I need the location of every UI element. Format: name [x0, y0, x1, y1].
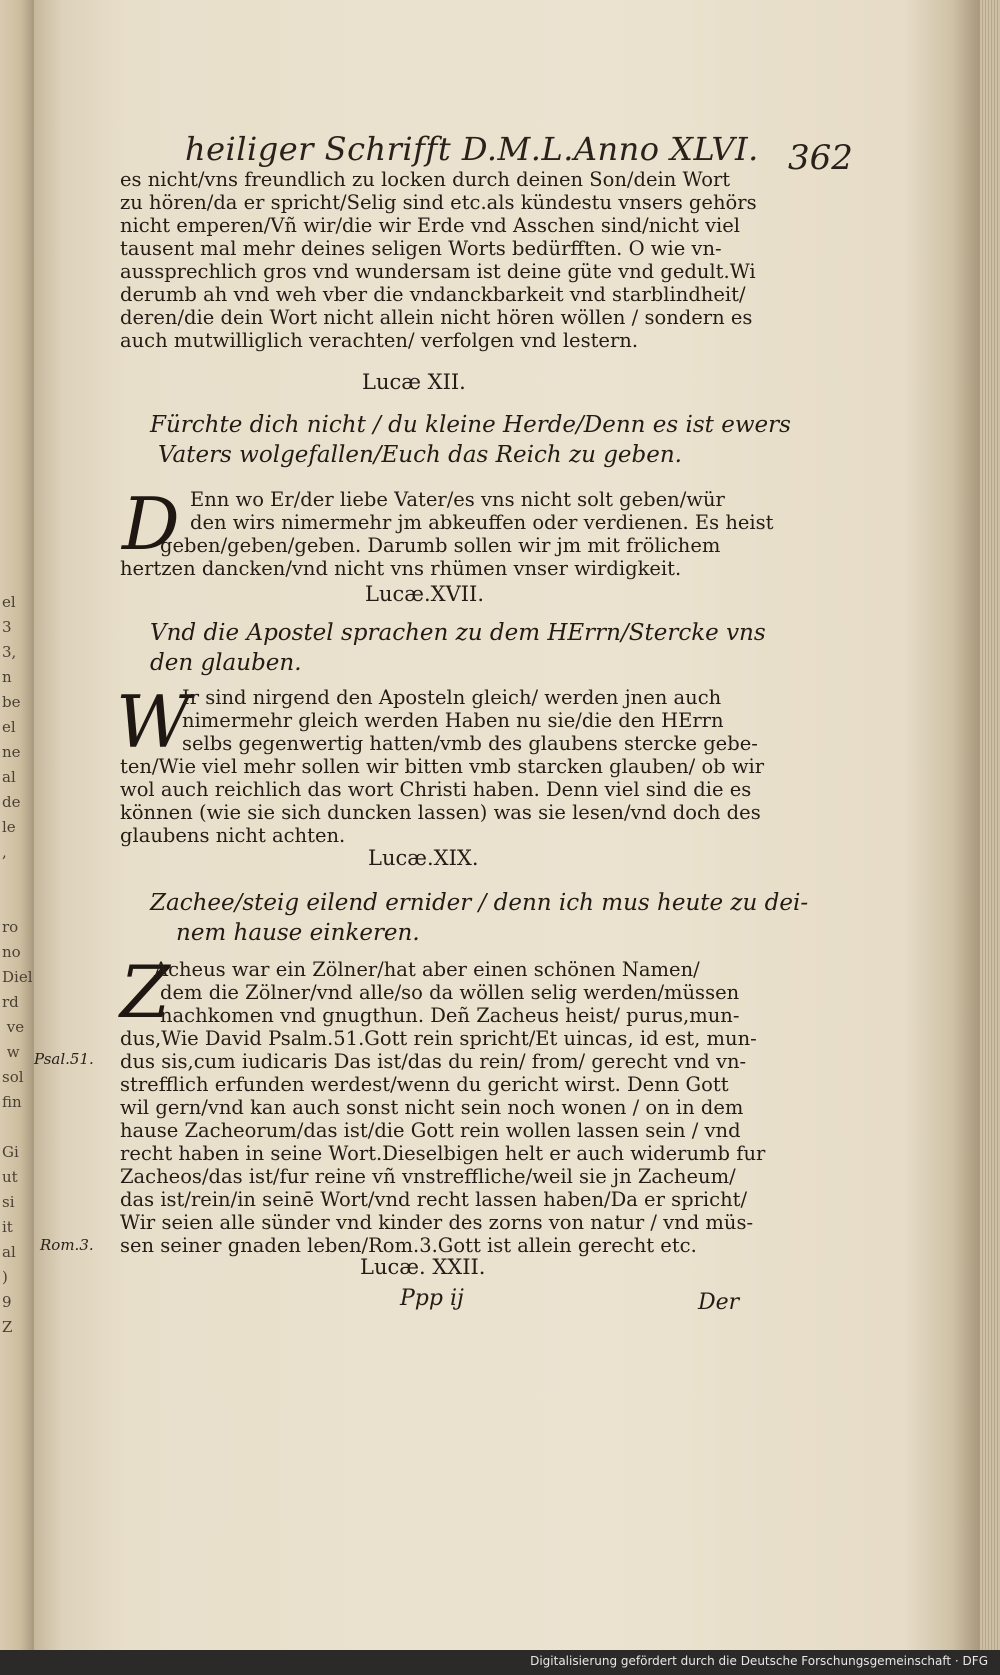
text-line: auch mutwilliglich verachten/ verfolgen vnd lestern. — [120, 329, 639, 352]
text-line: nicht emperen/Vñ wir/die wir Erde vnd Asschen sind/nicht viel — [120, 214, 741, 237]
margin-note: Rom.3. — [40, 1236, 94, 1254]
section-heading: Lucæ.XIX. — [368, 846, 479, 870]
drop-initial: W — [116, 680, 191, 764]
section-heading: Lucæ XII. — [362, 370, 466, 394]
verse-line: Vnd die Apostel sprachen zu dem HErrn/Stercke vns — [150, 620, 766, 646]
page-edges — [980, 0, 1000, 1650]
text-line: dus,Wie David Psalm.51.Gott rein spricht/Et uincas, id est, mun- — [120, 1027, 757, 1050]
paragraph-continuation — [120, 168, 757, 352]
section-heading: Lucæ. XXII. — [360, 1255, 486, 1279]
text-line: dem die Zölner/vnd alle/so da wöllen selig werden/müssen — [160, 981, 740, 1004]
verse-line: den glauben. — [150, 650, 302, 676]
spine-fragments: el 3 3, n be el ne al de le , ro no Diel rd ve w sol fin Gi ut si it al ) 9 Z — [2, 593, 33, 1336]
text-line: dus sis,cum iudicaris Das ist/das du rein/ from/ gerecht vnd vn- — [120, 1050, 747, 1073]
text-line: hertzen dancken/vnd nicht vns rhümen vnser wirdigkeit. — [120, 557, 682, 580]
verse-line: nem hause einkeren. — [176, 920, 420, 946]
attribution-text: Digitalisierung gefördert durch die Deutsche Forschungsgemeinschaft · DFG — [530, 1654, 988, 1668]
text-line: derumb ah vnd weh vber die vndanckbarkeit vnd starblindheit/ — [120, 283, 746, 306]
catchword: Der — [698, 1290, 740, 1315]
text-line: Ir sind nirgend den Aposteln gleich/ werden jnen auch — [182, 686, 722, 709]
text-line: recht haben in seine Wort.Dieselbigen helt er auch widerumb fur — [120, 1142, 766, 1165]
text-line: Enn wo Er/der liebe Vater/es vns nicht solt geben/wür — [190, 488, 725, 511]
text-line: tausent mal mehr deines seligen Worts bedürfften. O wie vn- — [120, 237, 722, 260]
text-line: strefflich erfunden werdest/wenn du gericht wirst. Denn Gott — [120, 1073, 729, 1096]
text-line: wol auch reichlich das wort Christi haben. Denn viel sind die es — [120, 778, 752, 801]
commentary-paragraph — [120, 488, 774, 580]
verse-line: Vaters wolgefallen/Euch das Reich zu geben. — [158, 442, 682, 468]
text-line: glaubens nicht achten. — [120, 824, 346, 847]
text-line: es nicht/vns freundlich zu locken durch deinen Son/dein Wort — [120, 168, 731, 191]
drop-initial: D — [122, 482, 180, 566]
drop-initial: Z — [120, 950, 171, 1034]
text-line: selbs gegenwertig hatten/vmb des glaubens stercke gebe- — [182, 732, 758, 755]
text-line: können (wie sie sich duncken lassen) was sie lesen/vnd doch des — [120, 801, 761, 824]
text-line: den wirs nimermehr jm abkeuffen oder verdienen. Es heist — [190, 511, 774, 534]
attribution-bar — [0, 1650, 1000, 1675]
text-line: wil gern/vnd kan auch sonst nicht sein noch wonen / on in dem — [120, 1096, 744, 1119]
verse-line: Zachee/steig eilend ernider / denn ich mus heute zu dei- — [150, 890, 809, 916]
verse-line: Fürchte dich nicht / du kleine Herde/Denn es ist ewers — [150, 412, 791, 438]
text-line: aussprechlich gros vnd wundersam ist deine güte vnd gedult.Wi — [120, 260, 756, 283]
verse-quote — [150, 618, 766, 678]
book-spine — [0, 0, 34, 1675]
text-line: deren/die dein Wort nicht allein nicht hören wöllen / sondern es — [120, 306, 753, 329]
text-line: Wir seien alle sünder vnd kinder des zorns von natur / vnd müs- — [120, 1211, 754, 1234]
text-line: Acheus war ein Zölner/hat aber einen schönen Namen/ — [154, 958, 700, 981]
text-line: Zacheos/das ist/fur reine vñ vnstreffliche/weil sie jn Zacheum/ — [120, 1165, 736, 1188]
margin-note: Psal.51. — [34, 1050, 94, 1068]
section-heading: Lucæ.XVII. — [365, 582, 485, 606]
text-line: nimermehr gleich werden Haben nu sie/die den HErrn — [182, 709, 724, 732]
running-title: heiliger Schrifft D.M.L.Anno XLVI. — [185, 130, 759, 168]
signature-mark: Ppp ij — [400, 1286, 464, 1311]
text-line: hause Zacheorum/das ist/die Gott rein wollen lassen sein / vnd — [120, 1119, 741, 1142]
text-line: nachkomen vnd gnugthun. Deñ Zacheus heist/ purus,mun- — [160, 1004, 740, 1027]
text-line: das ist/rein/in seinē Wort/vnd recht lassen haben/Da er spricht/ — [120, 1188, 748, 1211]
text-line: sen seiner gnaden leben/Rom.3.Gott ist allein gerecht etc. — [120, 1234, 697, 1257]
verse-quote — [150, 410, 791, 470]
text-line: geben/geben/geben. Darumb sollen wir jm mit frölichem — [160, 534, 721, 557]
page-number: 362 — [788, 138, 853, 178]
verse-quote — [150, 888, 809, 948]
commentary-paragraph — [120, 686, 765, 847]
commentary-paragraph — [120, 958, 766, 1257]
text-line: ten/Wie viel mehr sollen wir bitten vmb starcken glauben/ ob wir — [120, 755, 765, 778]
text-line: zu hören/da er spricht/Selig sind etc.als kündestu vnsers gehörs — [120, 191, 757, 214]
